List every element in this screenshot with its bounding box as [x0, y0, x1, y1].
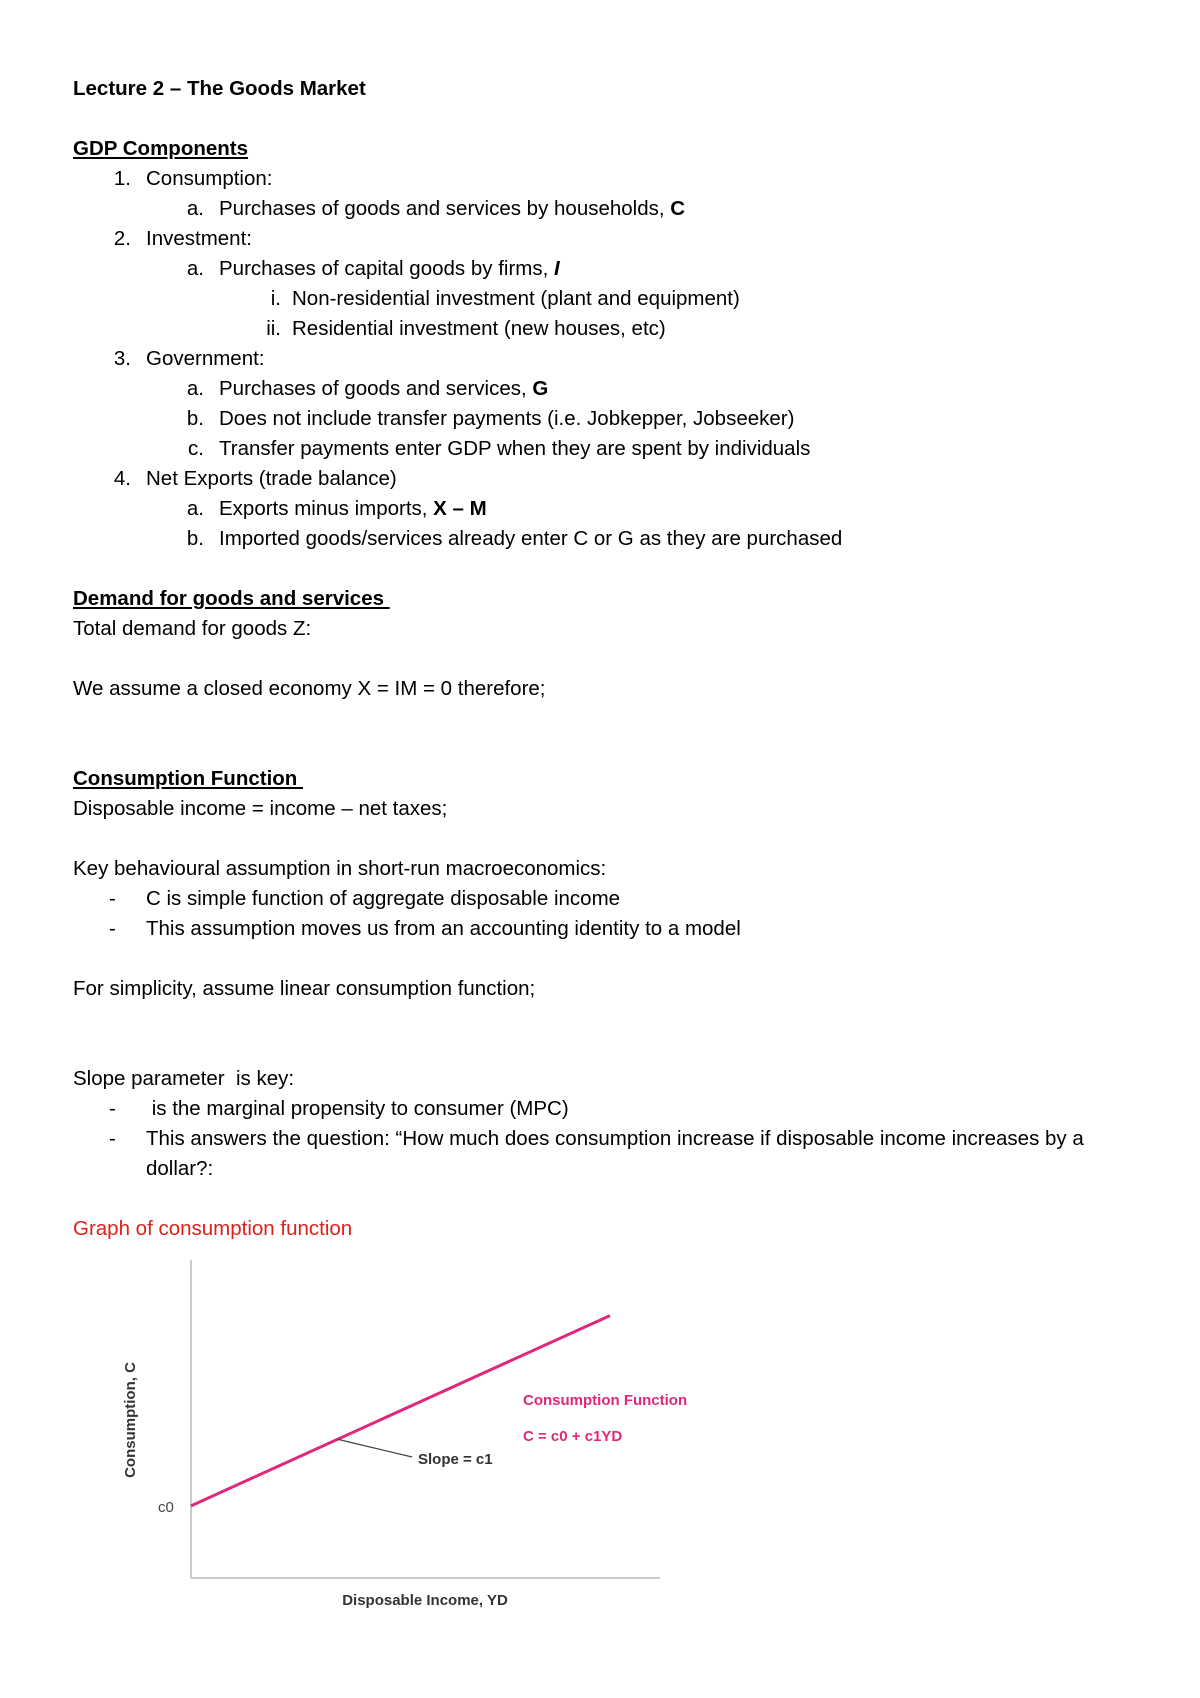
list-item: 4. Net Exports (trade balance) [113, 467, 397, 490]
list-item: 2. Investment: [113, 227, 252, 250]
list-item: ii. Residential investment (new houses, etc) [266, 317, 666, 340]
list-item: a. Exports minus imports, X – M [186, 497, 487, 520]
list-item: - This assumption moves us from an accounting identity to a model [109, 917, 741, 940]
consumption-text: For simplicity, assume linear consumption function; [73, 977, 536, 1000]
list-item: i. Non-residential investment (plant and equipment) [270, 287, 740, 310]
consumption-text: Key behavioural assumption in short-run macroeconomics: [73, 857, 607, 880]
y-axis-label: Consumption, C [122, 1362, 139, 1478]
list-item: 1. Consumption: [113, 167, 273, 190]
intercept-label: c0 [158, 1499, 174, 1516]
demand-text: We assume a closed economy X = IM = 0 therefore; [73, 677, 546, 700]
list-item: a. Purchases of goods and services by households, C [186, 197, 686, 220]
slope-label: Slope = c1 [418, 1451, 493, 1468]
demand-heading: Demand for goods and services [73, 587, 390, 610]
list-item: 3. Government: [113, 347, 265, 370]
legend-title: Consumption Function [523, 1392, 688, 1409]
list-item: a. Purchases of goods and services, G [186, 377, 549, 400]
list-item: b. Does not include transfer payments (i.e. Jobkepper, Jobseeker) [186, 407, 795, 430]
list-item: - is the marginal propensity to consumer (MPC) [109, 1097, 569, 1120]
page-title: Lecture 2 – The Goods Market [73, 77, 366, 100]
consumption-text: Slope parameter is key: [73, 1067, 295, 1090]
list-item: - C is simple function of aggregate disposable income [109, 887, 621, 910]
x-axis-label: Disposable Income, YD [342, 1592, 508, 1609]
list-item: a. Purchases of capital goods by firms, I [186, 257, 560, 280]
slope-leader-line [338, 1439, 412, 1457]
consumption-function-line [191, 1316, 610, 1506]
demand-text: Total demand for goods Z: [73, 617, 312, 640]
graph-heading: Graph of consumption function [73, 1217, 353, 1240]
list-item: b. Imported goods/services already enter C or G as they are purchased [186, 527, 843, 550]
consumption-heading: Consumption Function [73, 767, 304, 790]
list-item: - This answers the question: “How much does consumption increase if disposable income increases by a dollar?: [109, 1127, 1084, 1180]
consumption-chart [110, 1250, 688, 1610]
document-body [73, 74, 1133, 1244]
gdp-heading: GDP Components [73, 137, 249, 160]
legend-equation: C = c0 + c1YD [523, 1428, 623, 1445]
consumption-text: Disposable income = income – net taxes; [73, 797, 448, 820]
list-item: c. Transfer payments enter GDP when they are spent by individuals [188, 437, 811, 460]
